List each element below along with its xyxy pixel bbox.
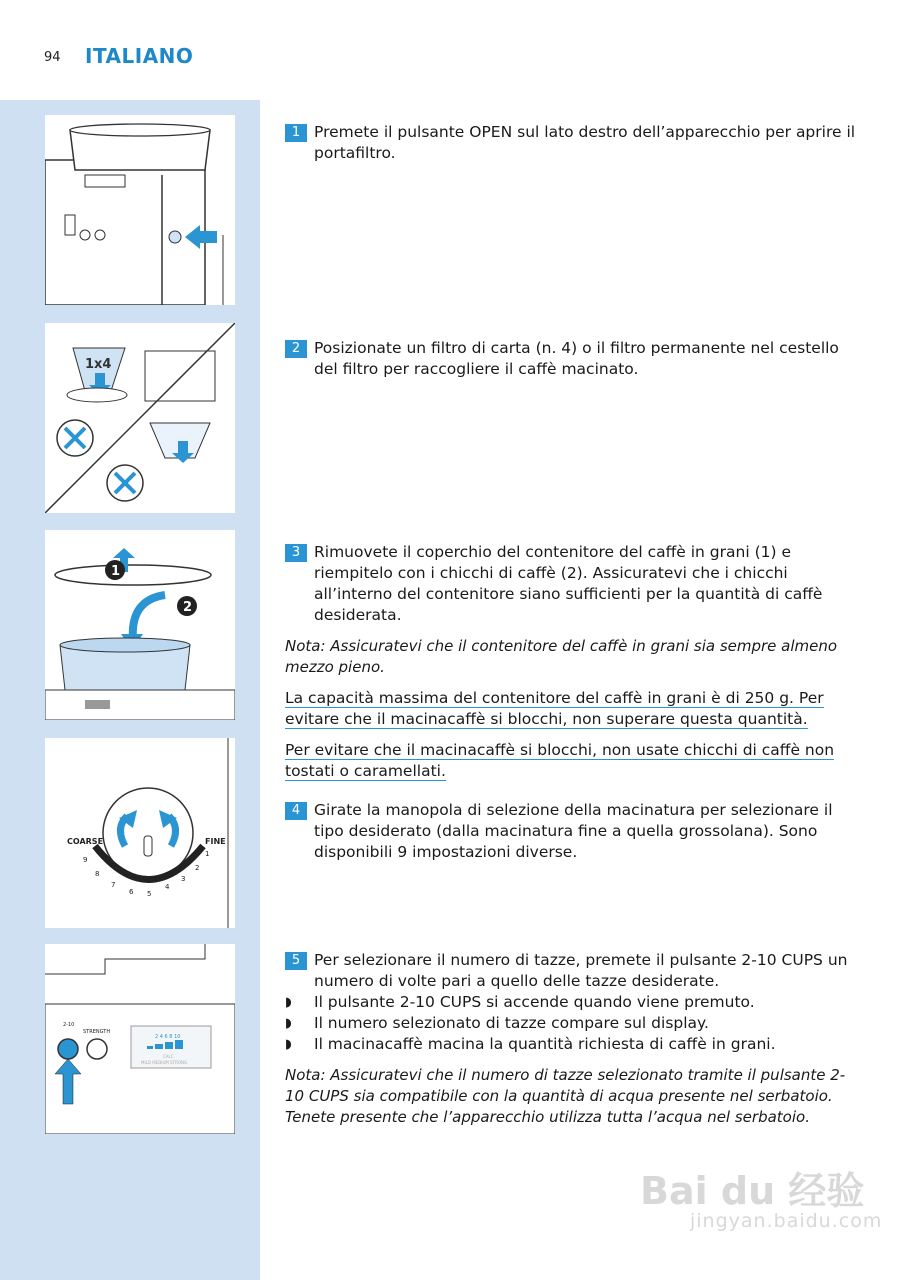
warning-capacity: La capacità massima del contenitore del caffè in grani è di 250 g. Per evitare che il macinacaffè si blocchi, non superare questa quantità. — [285, 689, 824, 728]
scale-4: 4 — [165, 883, 170, 891]
step-text: Premete il pulsante OPEN sul lato destro dell’apparecchio per aprire il portafiltro. — [314, 123, 856, 162]
marker-2: 2 — [183, 600, 193, 615]
figure-cups-illustration — [45, 944, 235, 1134]
step-5-block — [285, 950, 860, 1128]
step-4 — [285, 800, 860, 863]
warning-2-container — [285, 740, 860, 782]
bullet-item: ◗ Il macinacaffè macina la quantità richiesta di caffè in grani. — [285, 1034, 860, 1055]
figure-bean-illustration — [45, 530, 235, 720]
figure-filter-illustration — [45, 323, 235, 513]
step-number: 5 — [285, 952, 307, 970]
figure-open-button — [45, 115, 235, 305]
watermark-brand: Bai du 经验 — [640, 1169, 865, 1213]
watermark-url: jingyan.baidu.com — [690, 1210, 883, 1232]
display-strength: MILD MEDIUM STRONG — [141, 1060, 188, 1065]
scale-3: 3 — [181, 875, 186, 883]
display-digits: 2 4 6 8 10 — [155, 1034, 181, 1040]
scale-1: 1 — [205, 850, 210, 858]
figure-grind-dial — [45, 738, 235, 928]
scale-9: 9 — [83, 856, 88, 864]
note-step-5: Nota: Assicuratevi che il numero di tazze selezionato tramite il pulsante 2-10 CUPS sia compatibile con la quantità di acqua presente nel serbatoio. Tenete presente che l’apparecchio utilizza tutta l’acqua nel serbatoio. — [285, 1066, 846, 1126]
step-number: 2 — [285, 340, 307, 358]
marker-1: 1 — [111, 564, 121, 579]
step-3-block — [285, 542, 860, 782]
bullet-item: ◗ Il numero selezionato di tazze compare sul display. — [285, 1013, 860, 1034]
scale-6: 6 — [129, 888, 134, 896]
figure-grind-illustration — [45, 738, 235, 928]
page-number: 94 — [44, 50, 61, 65]
strength-label: STRENGTH — [83, 1029, 111, 1035]
scale-2: 2 — [195, 864, 200, 872]
warning-beans: Per evitare che il macinacaffè si blocchi, non usate chicchi di caffè non tostati o caramellati. — [285, 741, 835, 780]
filter-size-label: 1x4 — [85, 357, 112, 372]
step-2 — [285, 338, 860, 380]
step-text: Rimuovete il coperchio del contenitore del caffè in grani (1) e riempitelo con i chicchi di caffè (2). Assicuratevi che i chicchi all’interno del contenitore siano sufficienti per la quantità di caffè desiderata. — [314, 543, 823, 624]
cups-label: 2-10 — [63, 1022, 75, 1028]
step-3 — [285, 542, 860, 626]
section-language-title: ITALIANO — [85, 44, 194, 68]
step-text: Posizionate un filtro di carta (n. 4) o il filtro permanente nel cestello del filtro per raccogliere il caffè macinato. — [314, 339, 839, 378]
note-step-3: Nota: Assicuratevi che il contenitore del caffè in grani sia sempre almeno mezzo pieno. — [285, 637, 838, 676]
scale-7: 7 — [111, 881, 116, 889]
coarse-label: COARSE — [67, 837, 104, 846]
step-text: Girate la manopola di selezione della macinatura per selezionare il tipo desiderato (dalla macinatura fine a quella grossolana). Sono disponibili 9 impostazioni diverse. — [314, 801, 833, 861]
step-number: 1 — [285, 124, 307, 142]
bullet-item: ◗ Il pulsante 2-10 CUPS si accende quando viene premuto. — [285, 992, 860, 1013]
warning-1-container — [285, 688, 860, 730]
step-text: Per selezionare il numero di tazze, premete il pulsante 2-10 CUPS un numero di volte pari a quello delle tazze desiderate. — [314, 951, 848, 990]
display-calc: CALC — [163, 1054, 174, 1059]
fine-label: FINE — [205, 837, 226, 846]
step-number: 4 — [285, 802, 307, 820]
figure-open-illustration — [45, 115, 235, 305]
figure-cups-button — [45, 944, 235, 1134]
step-number: 3 — [285, 544, 307, 562]
figure-bean-container — [45, 530, 235, 720]
step-5 — [285, 950, 860, 992]
step-1 — [285, 122, 860, 164]
figure-filter — [45, 323, 235, 513]
scale-5: 5 — [147, 890, 152, 898]
scale-8: 8 — [95, 870, 100, 878]
